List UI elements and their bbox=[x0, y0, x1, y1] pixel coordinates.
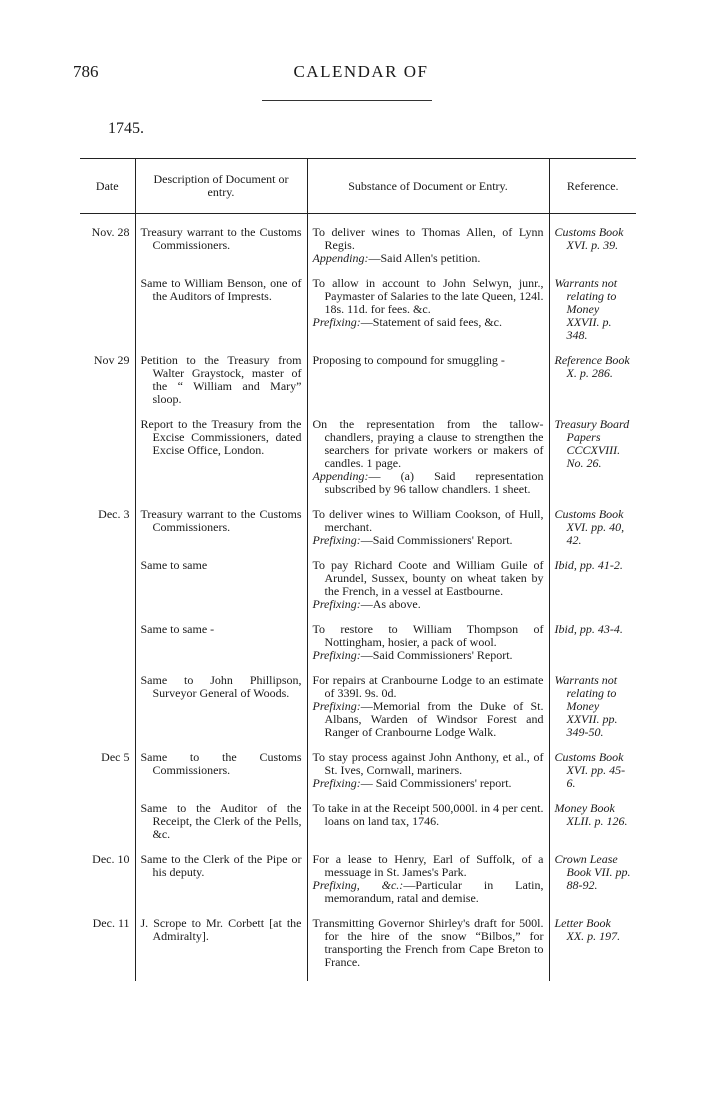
entry-reference-cell bbox=[549, 917, 636, 981]
entry-note bbox=[313, 316, 544, 329]
entry-substance-cell bbox=[307, 354, 549, 418]
table-row bbox=[80, 277, 636, 354]
calendar-table bbox=[80, 158, 636, 981]
entry-reference-cell bbox=[549, 508, 636, 559]
entry-date bbox=[80, 623, 135, 674]
entry-description-cell bbox=[135, 226, 307, 277]
entry-date: Nov. 28 bbox=[91, 225, 130, 239]
entry-reference-cell bbox=[549, 418, 636, 508]
entry-note bbox=[313, 252, 544, 265]
entry-description: Same to same - bbox=[140, 622, 215, 636]
entry-note-text: —Particular in Latin, memorandum, ratal and demise. bbox=[324, 878, 544, 905]
entry-reference: Reference Book X. p. 286. bbox=[554, 353, 630, 380]
entry-date bbox=[80, 277, 135, 354]
entry-reference-cell bbox=[549, 226, 636, 277]
entry-reference: Customs Book XVI. pp. 40, 42. bbox=[554, 507, 625, 547]
entry-reference: Ibid, pp. 41-2. bbox=[554, 558, 623, 572]
table-row bbox=[80, 226, 636, 277]
entry-description: J. Scrope to Mr. Corbett [at the Admiralty]. bbox=[140, 916, 302, 943]
entry-note-text: —Said Commissioners' Report. bbox=[360, 648, 513, 662]
entry-description-cell bbox=[135, 418, 307, 508]
entry-reference: Ibid, pp. 43-4. bbox=[554, 622, 623, 636]
entry-substance: On the representation from the tallow-chandlers, praying a clause to strengthen the searchers for private workers or makers of candles. 1 page. bbox=[312, 417, 544, 470]
table-row bbox=[80, 354, 636, 418]
entry-date bbox=[80, 418, 135, 508]
entry-date: Dec. 10 bbox=[92, 852, 130, 866]
entry-date: Dec. 3 bbox=[98, 507, 130, 521]
table-row bbox=[80, 508, 636, 559]
title-rule bbox=[262, 100, 432, 101]
column-header-description: Description of Document or entry. bbox=[135, 159, 307, 214]
entry-note-text: — Said Commissioners' report. bbox=[360, 776, 512, 790]
entry-substance: Proposing to compound for smuggling - bbox=[312, 353, 505, 367]
entry-reference-cell bbox=[549, 802, 636, 853]
entry-substance-cell bbox=[307, 559, 549, 623]
year-heading: 1745. bbox=[108, 120, 144, 137]
entry-date bbox=[80, 802, 135, 853]
entry-reference-cell bbox=[549, 674, 636, 751]
entry-reference-cell bbox=[549, 853, 636, 917]
entry-substance: To deliver wines to William Cookson, of Hull, merchant. bbox=[312, 507, 544, 534]
entry-description: Treasury warrant to the Customs Commissioners. bbox=[140, 225, 302, 252]
entry-date: Nov 29 bbox=[93, 353, 130, 367]
entry-description: Report to the Treasury from the Excise Commissioners, dated Excise Office, London. bbox=[140, 417, 302, 457]
entry-substance: To pay Richard Coote and William Guile of Arundel, Sussex, bounty on wheat taken by the French, in a vessel at Eastbourne. bbox=[312, 558, 544, 598]
entry-note bbox=[313, 700, 544, 739]
entry-reference: Customs Book XVI. pp. 45-6. bbox=[554, 750, 626, 790]
page-number: 786 bbox=[73, 62, 99, 81]
entry-description: Petition to the Treasury from Walter Graystock, master of the “ William and Mary” sloop. bbox=[140, 353, 302, 406]
entry-reference: Crown Lease Book VII. pp. 88-92. bbox=[554, 852, 631, 892]
entry-note-lead: Prefixing: bbox=[312, 597, 361, 611]
entry-substance-cell bbox=[307, 226, 549, 277]
entry-reference: Money Book XLII. p. 126. bbox=[554, 801, 628, 828]
entry-reference-cell bbox=[549, 354, 636, 418]
table-header-row bbox=[80, 159, 636, 214]
entry-description: Same to William Benson, one of the Auditors of Imprests. bbox=[140, 276, 302, 303]
entry-substance-cell bbox=[307, 751, 549, 802]
entry-description: Same to the Customs Commissioners. bbox=[140, 750, 302, 777]
entry-substance: For a lease to Henry, Earl of Suffolk, of a messuage in St. James's Park. bbox=[312, 852, 544, 879]
entry-note-text: —As above. bbox=[360, 597, 421, 611]
entry-description: Same to same bbox=[140, 558, 208, 572]
entry-date bbox=[80, 559, 135, 623]
entry-reference: Warrants not relating to Money XXVII. pp. 349-50. bbox=[554, 673, 618, 739]
entry-note bbox=[313, 470, 544, 496]
entry-description-cell bbox=[135, 917, 307, 981]
table-row bbox=[80, 418, 636, 508]
entry-reference-cell bbox=[549, 751, 636, 802]
entry-substance: To allow in account to John Selwyn, junr., Paymaster of Salaries to the late Queen, 124l. 18s. 11d. for fees. &c. bbox=[312, 276, 544, 316]
column-header-substance: Substance of Document or Entry. bbox=[307, 159, 549, 214]
entry-note bbox=[313, 777, 544, 790]
table-row bbox=[80, 674, 636, 751]
entry-note-text: — (a) Said representation subscribed by 96 tallow chandlers. 1 sheet. bbox=[324, 469, 544, 496]
entry-substance: To stay process against John Anthony, et al., of St. Ives, Cornwall, mariners. bbox=[312, 750, 544, 777]
entry-date: Dec. 11 bbox=[92, 916, 130, 930]
table-row bbox=[80, 802, 636, 853]
entry-description-cell bbox=[135, 674, 307, 751]
entry-note bbox=[313, 534, 544, 547]
entry-note-text: —Memorial from the Duke of St. Albans, Warden of Windsor Forest and Ranger of Cranbourne Lodge Walk. bbox=[324, 699, 544, 739]
entry-reference-cell bbox=[549, 623, 636, 674]
entry-description-cell bbox=[135, 508, 307, 559]
entry-substance-cell bbox=[307, 802, 549, 853]
entry-description-cell bbox=[135, 751, 307, 802]
table-row bbox=[80, 917, 636, 981]
entry-reference-cell bbox=[549, 559, 636, 623]
entry-date: Dec 5 bbox=[101, 750, 130, 764]
entry-reference-cell bbox=[549, 277, 636, 354]
entry-note-text: —Said Allen's petition. bbox=[368, 251, 481, 265]
entry-substance: To take in at the Receipt 500,000l. in 4 per cent. loans on land tax, 1746. bbox=[312, 801, 544, 828]
entry-substance-cell bbox=[307, 623, 549, 674]
entry-substance: To deliver wines to Thomas Allen, of Lynn Regis. bbox=[312, 225, 544, 252]
entry-note-lead: Prefixing: bbox=[312, 699, 361, 713]
entry-note bbox=[313, 649, 544, 662]
entry-substance-cell bbox=[307, 418, 549, 508]
entry-reference: Warrants not relating to Money XXVII. p. 348. bbox=[554, 276, 618, 342]
table-row bbox=[80, 559, 636, 623]
entry-description-cell bbox=[135, 853, 307, 917]
entry-description: Same to the Auditor of the Receipt, the Clerk of the Pells, &c. bbox=[140, 801, 302, 841]
entry-note-lead: Prefixing: bbox=[312, 648, 361, 662]
entry-substance-cell bbox=[307, 853, 549, 917]
entry-note-lead: Prefixing, &c.: bbox=[312, 878, 404, 892]
entry-description-cell bbox=[135, 277, 307, 354]
entry-substance: Transmitting Governor Shirley's draft for 500l. for the hire of the snow “Bilbos,” for transporting the French from Cape Breton to France. bbox=[312, 916, 544, 969]
entry-reference: Letter Book XX. p. 197. bbox=[554, 916, 621, 943]
running-title: CALENDAR OF bbox=[293, 62, 429, 81]
entry-substance-cell bbox=[307, 277, 549, 354]
table-row bbox=[80, 751, 636, 802]
entry-substance: For repairs at Cranbourne Lodge to an estimate of 339l. 9s. 0d. bbox=[312, 673, 544, 700]
entry-description-cell bbox=[135, 623, 307, 674]
table-row bbox=[80, 623, 636, 674]
table-row bbox=[80, 853, 636, 917]
entry-substance: To restore to William Thompson of Nottingham, hosier, a pack of wool. bbox=[312, 622, 544, 649]
entry-description: Same to John Phillipson, Surveyor General of Woods. bbox=[140, 673, 302, 700]
entry-note-lead: Appending: bbox=[312, 251, 369, 265]
entry-note-lead: Prefixing: bbox=[312, 776, 361, 790]
entry-reference: Customs Book XVI. p. 39. bbox=[554, 225, 624, 252]
entry-substance-cell bbox=[307, 917, 549, 981]
column-header-reference: Reference. bbox=[549, 159, 636, 214]
entry-note-lead: Prefixing: bbox=[312, 533, 361, 547]
entry-note bbox=[313, 598, 544, 611]
entry-substance-cell bbox=[307, 674, 549, 751]
entry-date bbox=[80, 674, 135, 751]
entry-description-cell bbox=[135, 802, 307, 853]
column-header-date: Date bbox=[80, 159, 135, 214]
entry-note-lead: Appending: bbox=[312, 469, 369, 483]
entry-note-text: —Statement of said fees, &c. bbox=[360, 315, 503, 329]
entry-substance-cell bbox=[307, 508, 549, 559]
entry-description-cell bbox=[135, 559, 307, 623]
entry-note-text: —Said Commissioners' Report. bbox=[360, 533, 513, 547]
entry-description: Same to the Clerk of the Pipe or his deputy. bbox=[140, 852, 302, 879]
entry-reference: Treasury Board Papers CCCXVIII. No. 26. bbox=[554, 417, 630, 470]
entry-note bbox=[313, 879, 544, 905]
entry-note-lead: Prefixing: bbox=[312, 315, 361, 329]
entry-description: Treasury warrant to the Customs Commissioners. bbox=[140, 507, 302, 534]
entry-description-cell bbox=[135, 354, 307, 418]
